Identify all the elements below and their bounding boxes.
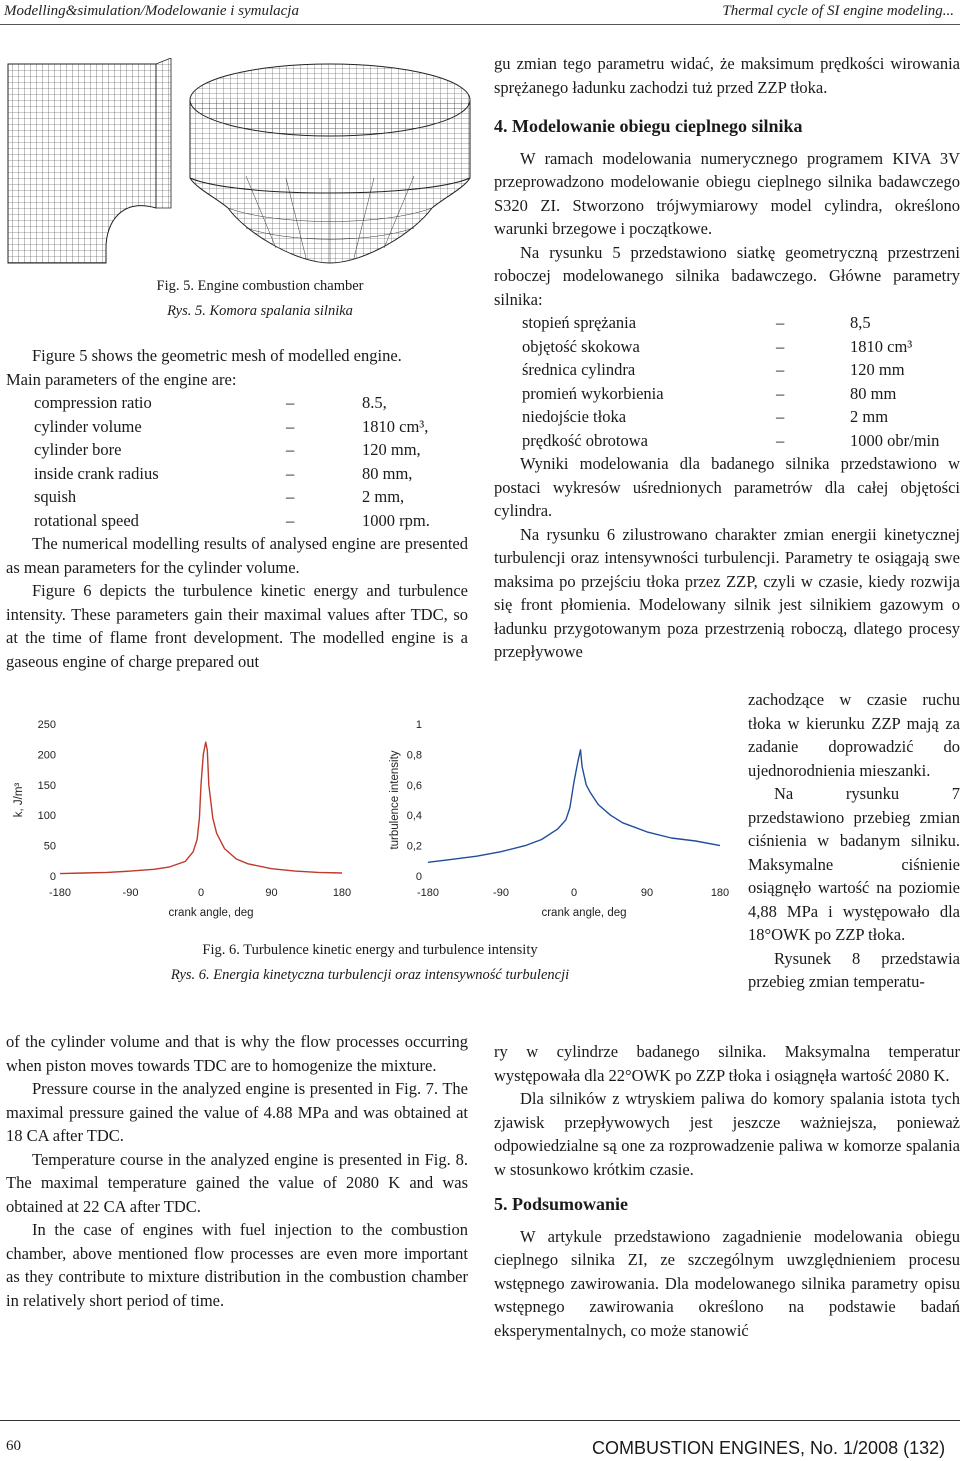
- y-tick-label: 0,8: [406, 749, 422, 762]
- x-tick-label: 180: [332, 887, 352, 899]
- left-paragraph-2: Figure 6 depicts the turbulence kinetic energy and turbulence intensity. These parameters gain their maximal values after TDC, so at the time of flame front development. The modelled engine is a gaseous engine of charge prepared out: [6, 581, 468, 671]
- right-paragraph-8: W artykule przedstawiono zagadnienie modelowania obiegu cieplnego silnika ZI, ze szczególnym uwzględnieniem procesu wstępnego zawirowania. Dla modelowanego silnika parametry opisu wstępnego zawirowania określono na podstawie badań eksperymentalnych, co może stanowić: [494, 1226, 960, 1340]
- right-paragraph-5: Na rysunku 7 przedstawiono przebieg zmian ciśnienia w badanym silniku. Maksymalne ciśnienie osiągnęło wartość na poziomie 4,88 MPa i występowało dla 18°OWK po ZZP tłoka.: [748, 784, 960, 944]
- right-paragraph-0: gu zmian tego parametru widać, że maksimum prędkości wirowania sprężanego ładunku zachodzi tuż przed ZZP tłoka.: [494, 54, 960, 97]
- right-paragraph-4b: zachodzące w czasie ruchu tłoka w kierunku ZZP mają za zadanie doprowadzić do ujednorodnienia mieszanki.: [748, 690, 960, 780]
- param-row: promień wykorbienia – 80 mm: [522, 383, 897, 403]
- left-paragraph-4: Pressure course in the analyzed engine is presented in Fig. 7. The maximal pressure gained the value of 4.88 MPa and was obtained at 18 CA after TDC.: [6, 1079, 468, 1145]
- footer-divider: [0, 1420, 960, 1421]
- section-4-heading: 4. Modelowanie obiegu cieplnego silnika: [494, 116, 803, 136]
- x-tick-label: -90: [122, 887, 139, 899]
- x-tick-label: 0: [197, 887, 205, 899]
- x-tick-label: -90: [493, 887, 509, 899]
- param-row: rotational speed – 1000 rpm.: [34, 510, 430, 530]
- figure-5-caption-en: Fig. 5. Engine combustion chamber: [156, 278, 364, 294]
- series-line: [60, 742, 342, 873]
- left-paragraph-1: The numerical modelling results of analysed engine are presented as mean parameters for the cylinder volume.: [6, 534, 468, 577]
- journal-name: COMBUSTION ENGINES, No. 1/2008 (132): [592, 1438, 946, 1458]
- right-paragraph-1: W ramach modelowania numerycznego programem KIVA 3V przeprowadzono modelowanie obiegu cieplnego silnika badawczego S320 ZI. Stworzono trójwymiarowy model cylindra, określono warunki brzegowe i początkowe.: [494, 148, 960, 238]
- right-paragraph-6a: Rysunek 8 przedstawia przebieg zmian temperatu-: [748, 948, 960, 991]
- y-tick-label: 0,6: [406, 779, 422, 792]
- running-header-left: Modelling&simulation/Modelowanie i symulacja: [4, 3, 299, 19]
- y-tick-label: 200: [37, 749, 56, 762]
- param-row: średnica cylindra – 120 mm: [522, 360, 905, 379]
- figure-6-caption-en: Fig. 6. Turbulence kinetic energy and turbulence intensity: [202, 942, 538, 958]
- y-tick-label: 0: [49, 871, 56, 883]
- y-tick-label: 1: [415, 719, 422, 731]
- figure-6-charts: [0, 708, 740, 938]
- figure-6-caption-pl: Rys. 6. Energia kinetyczna turbulencji oraz intensywność turbulencji: [170, 967, 570, 983]
- x-axis-label: crank angle, deg: [541, 907, 627, 919]
- header-divider: [0, 24, 960, 25]
- y-axis-label: k, J/m³: [13, 782, 25, 818]
- right-column-lower: [494, 1040, 960, 1342]
- x-tick-label: 180: [710, 887, 730, 899]
- right-narrow-column: [748, 688, 960, 994]
- x-tick-label: 0: [570, 887, 578, 899]
- figure-6-caption: [80, 938, 660, 988]
- y-tick-label: 50: [43, 840, 56, 853]
- y-tick-label: 100: [37, 810, 56, 823]
- right-paragraph-4: Na rysunku 6 zilustrowano charakter zmian energii kinetycznej turbulencji oraz intensywności turbulencji. Parametry te osiągają swe maksima po przejściu tłoka przez ZZP, czyli w czasie, kiedy rozwija się front płomienia. Modelowany silnik jest silnikiem gazowym o ładunku przygotowanym poza przestrzenią roboczą, dlatego procesy przepływowe: [494, 524, 960, 661]
- right-paragraph-2: Na rysunku 5 przedstawiono siatkę geometryczną przestrzeni roboczej modelowanego silnika badawczego. Główne parametry silnika:: [494, 242, 960, 309]
- param-row: inside crank radius – 80 mm,: [34, 463, 413, 483]
- section-5-heading: 5. Podsumowanie: [494, 1194, 629, 1214]
- param-row: prędkość obrotowa – 1000 obr/min: [522, 430, 940, 450]
- engine-parameters-en: [6, 391, 468, 532]
- left-column-lower: [6, 1030, 468, 1312]
- left-column-upper: [6, 344, 468, 673]
- kinetic-energy-chart: [13, 719, 351, 919]
- left-paragraph-3: of the cylinder volume and that is why the flow processes occurring when piston moves towards TDC are to homogenize the mixture.: [6, 1032, 468, 1075]
- y-tick-label: 0,4: [406, 810, 422, 823]
- y-tick-label: 0: [415, 871, 422, 883]
- running-header-right: Thermal cycle of SI engine modeling...: [722, 3, 954, 19]
- x-tick-label: -180: [416, 887, 440, 899]
- turbulence-intensity-chart: [389, 719, 729, 919]
- param-row: cylinder bore – 120 mm,: [34, 440, 421, 459]
- left-paragraph-5: Temperature course in the analyzed engine is presented in Fig. 8. The maximal temperature gained the value of 2080 K and was obtained at 22 CA after TDC.: [6, 1149, 468, 1216]
- param-row: compression ratio – 8.5,: [34, 393, 387, 412]
- x-tick-label: 90: [265, 887, 278, 899]
- right-paragraph-3: Wyniki modelowania dla badanego silnika przedstawiono w postaci wykresów uśrednionych parametrów dla całej objętości cylindra.: [494, 454, 960, 520]
- figure-5-caption: [60, 274, 460, 324]
- x-tick-label: -180: [48, 887, 72, 899]
- y-tick-label: 150: [37, 779, 56, 792]
- figure-5-caption-pl: Rys. 5. Komora spalania silnika: [167, 303, 353, 319]
- page-number: 60: [6, 1438, 21, 1454]
- param-row: niedojście tłoka – 2 mm: [522, 407, 889, 426]
- param-row: stopień sprężania – 8,5: [522, 313, 871, 332]
- y-axis-label: turbulence intensity: [389, 750, 401, 850]
- right-paragraph-6b: ry w cylindrze badanego silnika. Maksymalna temperatur występowała dla 22°OWK po ZZP tłoka i osiągnęła wartość 2080 K.: [494, 1042, 960, 1085]
- engine-parameters-pl: [494, 311, 960, 452]
- right-paragraph-7: Dla silników z wtryskiem paliwa do komory spalania istota tych zjawisk przepływowych jest jeszcze ważniejsza, ponieważ odpowiedzialne są one za rozprowadzenie paliwa w komorze spalania w stosunkowo krótkim czasie.: [494, 1089, 960, 1179]
- param-row: objętość skokowa – 1810 cm³: [522, 336, 913, 356]
- right-column-upper: [494, 52, 960, 664]
- x-axis-label: crank angle, deg: [168, 907, 254, 919]
- param-row: cylinder volume – 1810 cm³,: [34, 416, 429, 436]
- left-intro-2: Main parameters of the engine are:: [6, 369, 237, 389]
- left-intro-1: Figure 5 shows the geometric mesh of modelled engine.: [32, 346, 402, 365]
- x-tick-label: 90: [640, 887, 654, 899]
- left-paragraph-6: In the case of engines with fuel injection to the combustion chamber, above mentioned flow processes are even more important as they contribute to mixture distribution in the combustion chamber in relatively short period of time.: [6, 1220, 468, 1310]
- param-row: squish – 2 mm,: [34, 487, 405, 506]
- combustion-chamber-mesh-figure: [6, 58, 476, 273]
- y-tick-label: 250: [37, 719, 56, 731]
- y-tick-label: 0,2: [406, 840, 422, 853]
- series-line: [428, 750, 720, 863]
